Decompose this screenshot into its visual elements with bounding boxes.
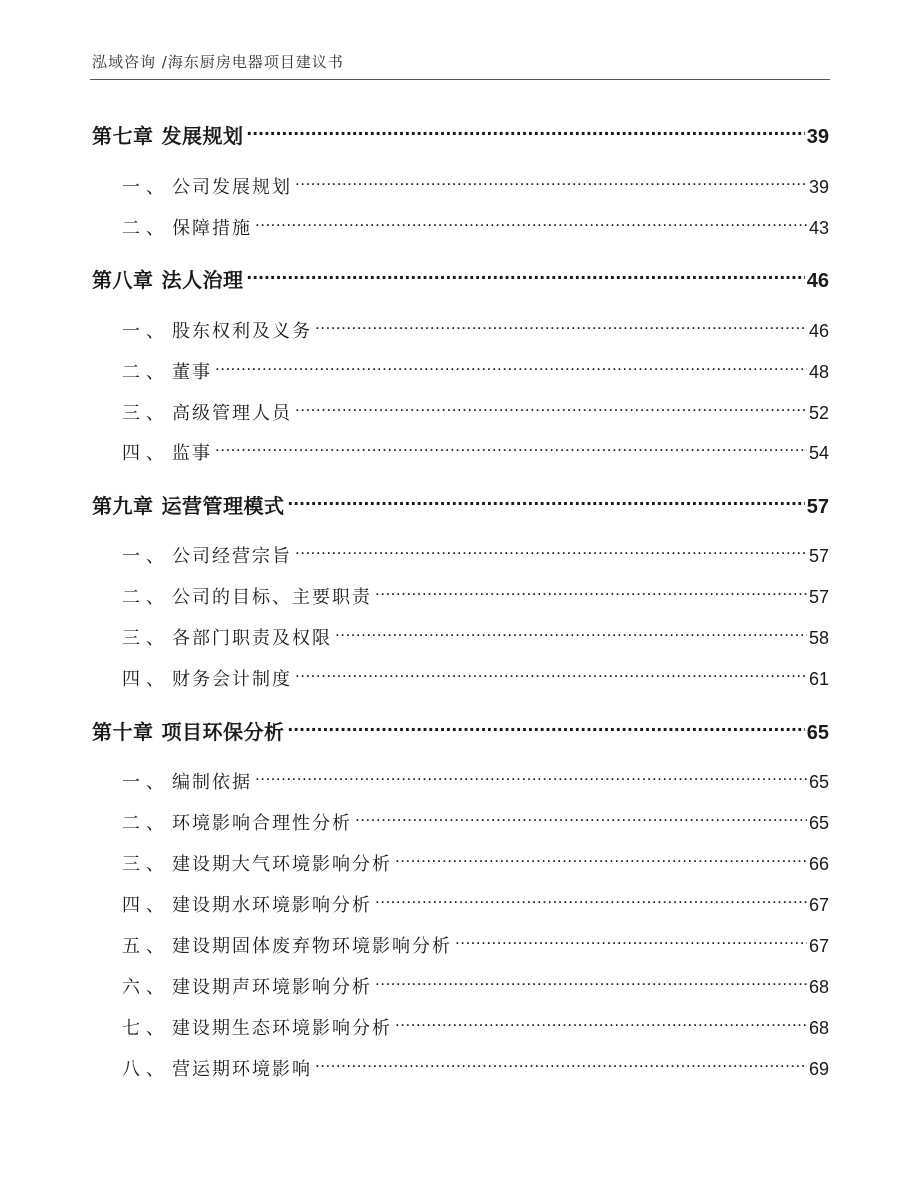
- toc-entry-number: 一、: [122, 772, 170, 793]
- toc-entry-title: 环境影响合理性分析: [172, 813, 352, 834]
- toc-entry-number: 一、: [122, 321, 170, 342]
- toc-dot-leader: [375, 585, 807, 603]
- toc-section-entry[interactable]: [122, 584, 829, 611]
- toc-section-entry[interactable]: [122, 1015, 829, 1042]
- toc-entry-title: 公司的目标、主要职责: [172, 587, 372, 608]
- toc-entry-number: 三、: [122, 854, 170, 875]
- toc-entry-title: 公司经营宗旨: [172, 546, 292, 567]
- toc-dot-leader: [288, 719, 805, 739]
- toc-entry-number: 第九章: [92, 494, 154, 518]
- toc-dot-leader: [255, 216, 807, 234]
- toc-entry-title: 项目环保分析: [161, 720, 285, 744]
- toc-entry-title: 建设期大气环境影响分析: [172, 854, 392, 875]
- toc-entry-page-number: 57: [808, 587, 829, 607]
- toc-section-entry[interactable]: [122, 318, 829, 345]
- toc-entry-title: 建设期固体废弃物环境影响分析: [172, 936, 452, 957]
- toc-entry-title: 财务会计制度: [172, 669, 292, 690]
- toc-section-entry[interactable]: [122, 933, 829, 960]
- toc-entry-page-number: 61: [808, 669, 829, 689]
- toc-entry-number: 三、: [122, 403, 170, 424]
- toc-entry-page-number: 67: [808, 895, 829, 915]
- toc-section-entry[interactable]: [122, 359, 829, 386]
- toc-entry-page-number: 46: [806, 270, 829, 292]
- toc-entry-number: 七、: [122, 1018, 170, 1039]
- toc-dot-leader: [335, 626, 807, 644]
- toc-chapter-entry[interactable]: [92, 718, 829, 747]
- toc-section-entry[interactable]: [122, 215, 829, 242]
- toc-chapter-entry[interactable]: [92, 122, 829, 151]
- toc-entry-page-number: 65: [808, 813, 829, 833]
- toc-section-entry[interactable]: [122, 892, 829, 919]
- toc-entry-title: 保障措施: [172, 218, 252, 239]
- toc-entry-page-number: 57: [806, 496, 829, 518]
- toc-chapter-entry[interactable]: [92, 266, 829, 295]
- toc-entry-page-number: 65: [808, 772, 829, 792]
- toc-entry-number: 第八章: [92, 268, 154, 292]
- toc-entry-title: 各部门职责及权限: [172, 628, 332, 649]
- toc-entry-page-number: 68: [808, 977, 829, 997]
- toc-dot-leader: [247, 123, 805, 143]
- toc-dot-leader: [315, 1057, 807, 1075]
- toc-entry-title: 建设期水环境影响分析: [172, 895, 372, 916]
- header-rule: [90, 79, 830, 80]
- toc-entry-page-number: 54: [808, 443, 829, 463]
- toc-entry-title: 编制依据: [172, 772, 252, 793]
- running-header: 泓域咨询 /海东厨房电器项目建议书: [92, 53, 344, 71]
- toc-entry-number: 四、: [122, 895, 170, 916]
- toc-entry-title: 高级管理人员: [172, 403, 292, 424]
- toc-entry-title: 法人治理: [161, 268, 244, 292]
- toc-entry-title: 发展规划: [161, 124, 244, 148]
- toc-entry-number: 二、: [122, 813, 170, 834]
- toc-entry-title: 建设期声环境影响分析: [172, 977, 372, 998]
- toc-entry-page-number: 52: [808, 403, 829, 423]
- toc-entry-page-number: 68: [808, 1018, 829, 1038]
- toc-dot-leader: [295, 401, 807, 419]
- toc-dot-leader: [288, 493, 805, 513]
- toc-entry-title: 建设期生态环境影响分析: [172, 1018, 392, 1039]
- toc-entry-page-number: 48: [808, 362, 829, 382]
- toc-dot-leader: [295, 544, 807, 562]
- toc-entry-title: 董事: [172, 362, 212, 383]
- toc-entry-number: 一、: [122, 546, 170, 567]
- toc-dot-leader: [215, 441, 807, 459]
- toc-entry-number: 四、: [122, 669, 170, 690]
- toc-chapter-entry[interactable]: [92, 492, 829, 521]
- toc-section-entry[interactable]: [122, 400, 829, 427]
- toc-section-entry[interactable]: [122, 851, 829, 878]
- toc-section-entry[interactable]: [122, 625, 829, 652]
- toc-entry-number: 一、: [122, 177, 170, 198]
- toc-entry-page-number: 57: [808, 546, 829, 566]
- toc-entry-number: 四、: [122, 443, 170, 464]
- toc-section-entry[interactable]: [122, 1056, 829, 1083]
- toc-entry-number: 二、: [122, 587, 170, 608]
- toc-entry-page-number: 65: [806, 722, 829, 744]
- toc-section-entry[interactable]: [122, 174, 829, 201]
- toc-entry-number: 第七章: [92, 124, 154, 148]
- toc-dot-leader: [215, 360, 807, 378]
- toc-section-entry[interactable]: [122, 543, 829, 570]
- toc-entry-number: 五、: [122, 936, 170, 957]
- toc-entry-title: 运营管理模式: [161, 494, 285, 518]
- toc-dot-leader: [375, 975, 807, 993]
- toc-entry-number: 八、: [122, 1059, 170, 1080]
- toc-entry-page-number: 46: [808, 321, 829, 341]
- toc-section-entry[interactable]: [122, 974, 829, 1001]
- toc-entry-title: 股东权利及义务: [172, 321, 312, 342]
- toc-entry-page-number: 39: [808, 177, 829, 197]
- toc-dot-leader: [395, 1016, 807, 1034]
- toc-section-entry[interactable]: [122, 440, 829, 467]
- toc-dot-leader: [395, 852, 807, 870]
- toc-section-entry[interactable]: [122, 666, 829, 693]
- toc-entry-title: 公司发展规划: [172, 177, 292, 198]
- toc-dot-leader: [247, 267, 805, 287]
- toc-entry-page-number: 67: [808, 936, 829, 956]
- toc-dot-leader: [355, 811, 807, 829]
- toc-dot-leader: [455, 934, 807, 952]
- toc-entry-number: 三、: [122, 628, 170, 649]
- toc-entry-number: 六、: [122, 977, 170, 998]
- toc-dot-leader: [295, 175, 807, 193]
- toc-dot-leader: [295, 667, 807, 685]
- toc-dot-leader: [315, 319, 807, 337]
- toc-entry-number: 第十章: [92, 720, 154, 744]
- toc-entry-page-number: 43: [808, 218, 829, 238]
- toc-section-entry[interactable]: [122, 810, 829, 837]
- toc-entry-page-number: 58: [808, 628, 829, 648]
- toc-dot-leader: [375, 893, 807, 911]
- toc-entry-page-number: 69: [808, 1059, 829, 1079]
- toc-section-entry[interactable]: [122, 769, 829, 796]
- toc-entry-number: 二、: [122, 362, 170, 383]
- toc-entry-title: 营运期环境影响: [172, 1059, 312, 1080]
- toc-entry-page-number: 39: [806, 126, 829, 148]
- toc-entry-title: 监事: [172, 443, 212, 464]
- toc-dot-leader: [255, 770, 807, 788]
- toc-entry-number: 二、: [122, 218, 170, 239]
- toc-entry-page-number: 66: [808, 854, 829, 874]
